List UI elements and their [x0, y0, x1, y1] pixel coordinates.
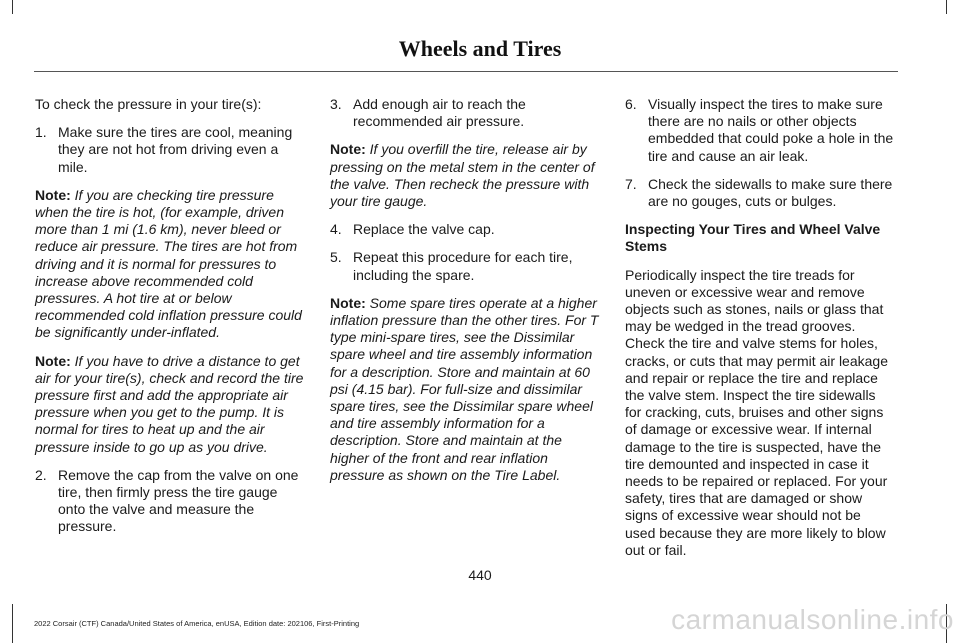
column-left	[35, 96, 305, 547]
step-number: 7.	[625, 175, 637, 192]
footer-edition-text: 2022 Corsair (CTF) Canada/United States of America, enUSA, Edition date: 202106, First-Printing	[34, 619, 360, 628]
step-number: 3.	[330, 96, 342, 112]
crop-mark-bottom-left	[12, 604, 13, 643]
step-4	[330, 221, 600, 238]
note-4	[330, 295, 600, 484]
step-text: Add enough air to reach the recommended air pressure.	[353, 96, 526, 130]
note-label: Note:	[35, 186, 71, 203]
note-text: If you have to drive a distance to get air for your tire(s), check and record the tire pressure first and add the appropriate air pressure when you get to the pump. It is normal for tires to heat up and the air pressure inside to go up as you drive.	[35, 352, 304, 455]
section-paragraph: Periodically inspect the tire treads for uneven or excessive wear and remove objects such as stones, nails or glass that may be wedged in the tread grooves. Check the tire and valve stems for holes, cracks, or cuts that may permit air leakage and repair or replace the tire and replace the valve stem. Inspect the tire sidewalls for cracking, cuts, bruises and other signs of damage or excessive wear. If internal damage to the tire is suspected, have the tire demounted and inspected in case it needs to be repaired or replaced. For your safety, tires that are damaged or show signs of excessive wear should not be used because they are more likely to blow out or fail.	[625, 266, 888, 558]
watermark: carmanualsonline.info	[671, 604, 954, 635]
page-number: 440	[468, 567, 492, 583]
step-number: 5.	[330, 249, 342, 266]
step-number: 6.	[625, 96, 637, 112]
note-label: Note:	[330, 294, 366, 311]
note-3	[330, 141, 600, 210]
crop-mark-top-right	[946, 0, 947, 14]
note-text: If you are checking tire pressure when the tire is hot, (for example, driven more than 1 mi (1.6 km), never bleed or reduce air pressure. The tires are hot from driving and it is normal for pressures to increase above recommended cold pressures. A hot tire at or below recommended cold inflation pressure could be significantly under-inflated.	[35, 186, 302, 341]
note-label: Note:	[35, 352, 71, 369]
column-right	[625, 96, 895, 570]
note-label: Note:	[330, 141, 366, 158]
step-1	[35, 124, 305, 176]
step-number: 1.	[35, 124, 47, 141]
step-5	[330, 249, 600, 283]
step-text: Remove the cap from the valve on one tire, then firmly press the tire gauge onto the valve and measure the pressure.	[58, 466, 299, 535]
note-1	[35, 187, 305, 342]
note-text: If you overfill the tire, release air by pressing on the metal stem in the center of the valve. Then recheck the pressure with your tire gauge.	[330, 141, 595, 210]
header-rule	[34, 71, 898, 72]
intro-text: To check the pressure in your tire(s):	[35, 96, 262, 112]
section-heading: Inspecting Your Tires and Wheel Valve Stems	[625, 221, 881, 255]
step-text: Replace the valve cap.	[353, 221, 495, 238]
step-7	[625, 176, 895, 210]
step-3	[330, 96, 600, 130]
step-number: 2.	[35, 466, 47, 483]
step-text: Visually inspect the tires to make sure there are no nails or other objects embedded that could poke a hole in the tire and cause an air leak.	[648, 96, 894, 164]
note-text: Some spare tires operate at a higher inflation pressure than the other tires. For T type mini-spare tires, see the Dissimilar spare wheel and tire assembly information for a description. Store and maintain at 60 psi (4.15 bar). For full-size and dissimilar spare tires, see the Dissimilar spare wheel and tire assembly information for a description. Store and maintain at the higher of the front and rear inflation pressure as shown on the Tire Label.	[330, 294, 599, 483]
crop-mark-top-left	[12, 0, 13, 14]
step-text: Repeat this procedure for each tire, including the spare.	[353, 249, 573, 283]
step-text: Check the sidewalls to make sure there are no gouges, cuts or bulges.	[648, 175, 893, 210]
step-number: 4.	[330, 221, 342, 238]
step-2	[35, 467, 305, 536]
step-6	[625, 96, 895, 165]
step-text: Make sure the tires are cool, meaning they are not hot from driving even a mile.	[58, 124, 293, 175]
note-2	[35, 353, 305, 456]
column-middle	[330, 96, 600, 495]
page-title: Wheels and Tires	[398, 36, 562, 61]
